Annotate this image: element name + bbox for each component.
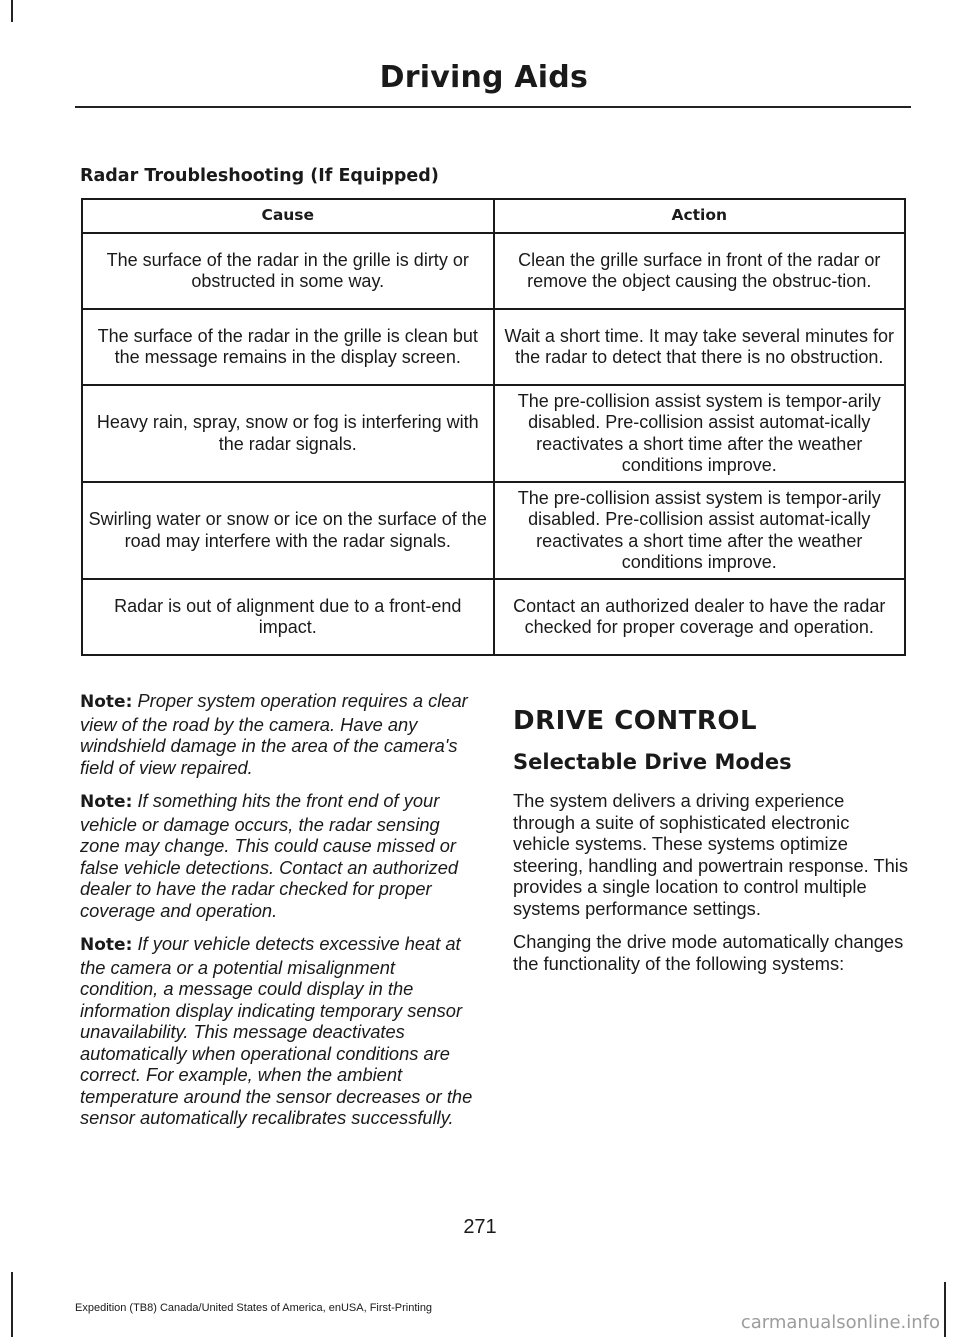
- cause-cell: Heavy rain, spray, snow or fog is interfering with the radar signals.: [82, 385, 494, 482]
- body-paragraph: Changing the drive mode automatically changes the functionality of the following systems:: [513, 931, 904, 974]
- table-row: [82, 385, 905, 482]
- troubleshooting-table: [81, 198, 906, 656]
- note-text: If your vehicle detects excessive heat at the camera or a potential misalignment condition, a message could display in the information display indicating temporary sensor unavailability. This message deactivates automatically when operational conditions are correct. For example, when the ambient temperature around the sensor decreases or the sensor automatically recalibrates successfully.: [80, 933, 473, 1128]
- note-text: If something hits the front end of your vehicle or damage occurs, the radar sensing zone may change. This could cause missed or false vehicle detections. Contact an authorized dealer to have the radar checked for proper coverage and operation.: [80, 790, 459, 921]
- note-paragraph: [80, 790, 475, 921]
- crop-mark-bottom-right: [944, 1282, 946, 1337]
- action-cell: Clean the grille surface in front of the radar or remove the object causing the obstruc-tion.: [494, 233, 906, 309]
- table-title: Radar Troubleshooting (If Equipped): [80, 166, 439, 186]
- page-number: 271: [463, 1216, 497, 1238]
- note-paragraph: [80, 933, 475, 1129]
- table-row: [82, 482, 905, 579]
- crop-mark-bottom-left: [11, 1272, 13, 1337]
- crop-mark-top-left: [11, 0, 13, 22]
- watermark: carmanualsonline.info: [740, 1312, 940, 1333]
- cause-cell: Swirling water or snow or ice on the surface of the road may interfere with the radar signals.: [82, 482, 494, 579]
- action-cell: Contact an authorized dealer to have the radar checked for proper coverage and operation.: [494, 579, 906, 655]
- notes-column: [80, 690, 475, 1141]
- action-cell: Wait a short time. It may take several minutes for the radar to detect that there is no obstruction.: [494, 309, 906, 385]
- action-cell: The pre-collision assist system is tempor-arily disabled. Pre-collision assist automat-ically reactivates a short time after the weather conditions improve.: [494, 385, 906, 482]
- section-title: Driving Aids: [379, 60, 588, 95]
- note-text: Proper system operation requires a clear view of the road by the camera. Have any windshield damage in the area of the camera's field of view repaired.: [80, 690, 468, 778]
- selectable-drive-modes-subheading: Selectable Drive Modes: [513, 750, 792, 774]
- table-row: [82, 579, 905, 655]
- body-paragraph: The system delivers a driving experience through a suite of sophisticated electronic vehicle systems. These systems optimize steering, handling and powertrain response. This provides a single location to control multiple systems performance settings.: [513, 790, 908, 919]
- table-row: [82, 233, 905, 309]
- note-label: Note:: [80, 792, 133, 812]
- column-header-action: Action: [494, 199, 906, 233]
- note-label: Note:: [80, 692, 133, 712]
- column-header-cause: Cause: [82, 199, 494, 233]
- note-label: Note:: [80, 935, 133, 955]
- cause-cell: The surface of the radar in the grille is clean but the message remains in the display screen.: [82, 309, 494, 385]
- cause-cell: The surface of the radar in the grille is dirty or obstructed in some way.: [82, 233, 494, 309]
- cause-cell: Radar is out of alignment due to a front-end impact.: [82, 579, 494, 655]
- note-paragraph: [80, 690, 475, 778]
- header-divider: [75, 106, 911, 108]
- footer-text: Expedition (TB8) Canada/United States of America, enUSA, First-Printing: [75, 1302, 433, 1314]
- action-cell: The pre-collision assist system is tempor-arily disabled. Pre-collision assist automat-ically reactivates a short time after the weather conditions improve.: [494, 482, 906, 579]
- table-header-row: [82, 199, 905, 233]
- table-row: [82, 309, 905, 385]
- drive-control-column: [513, 680, 908, 986]
- drive-control-heading: DRIVE CONTROL: [513, 706, 758, 736]
